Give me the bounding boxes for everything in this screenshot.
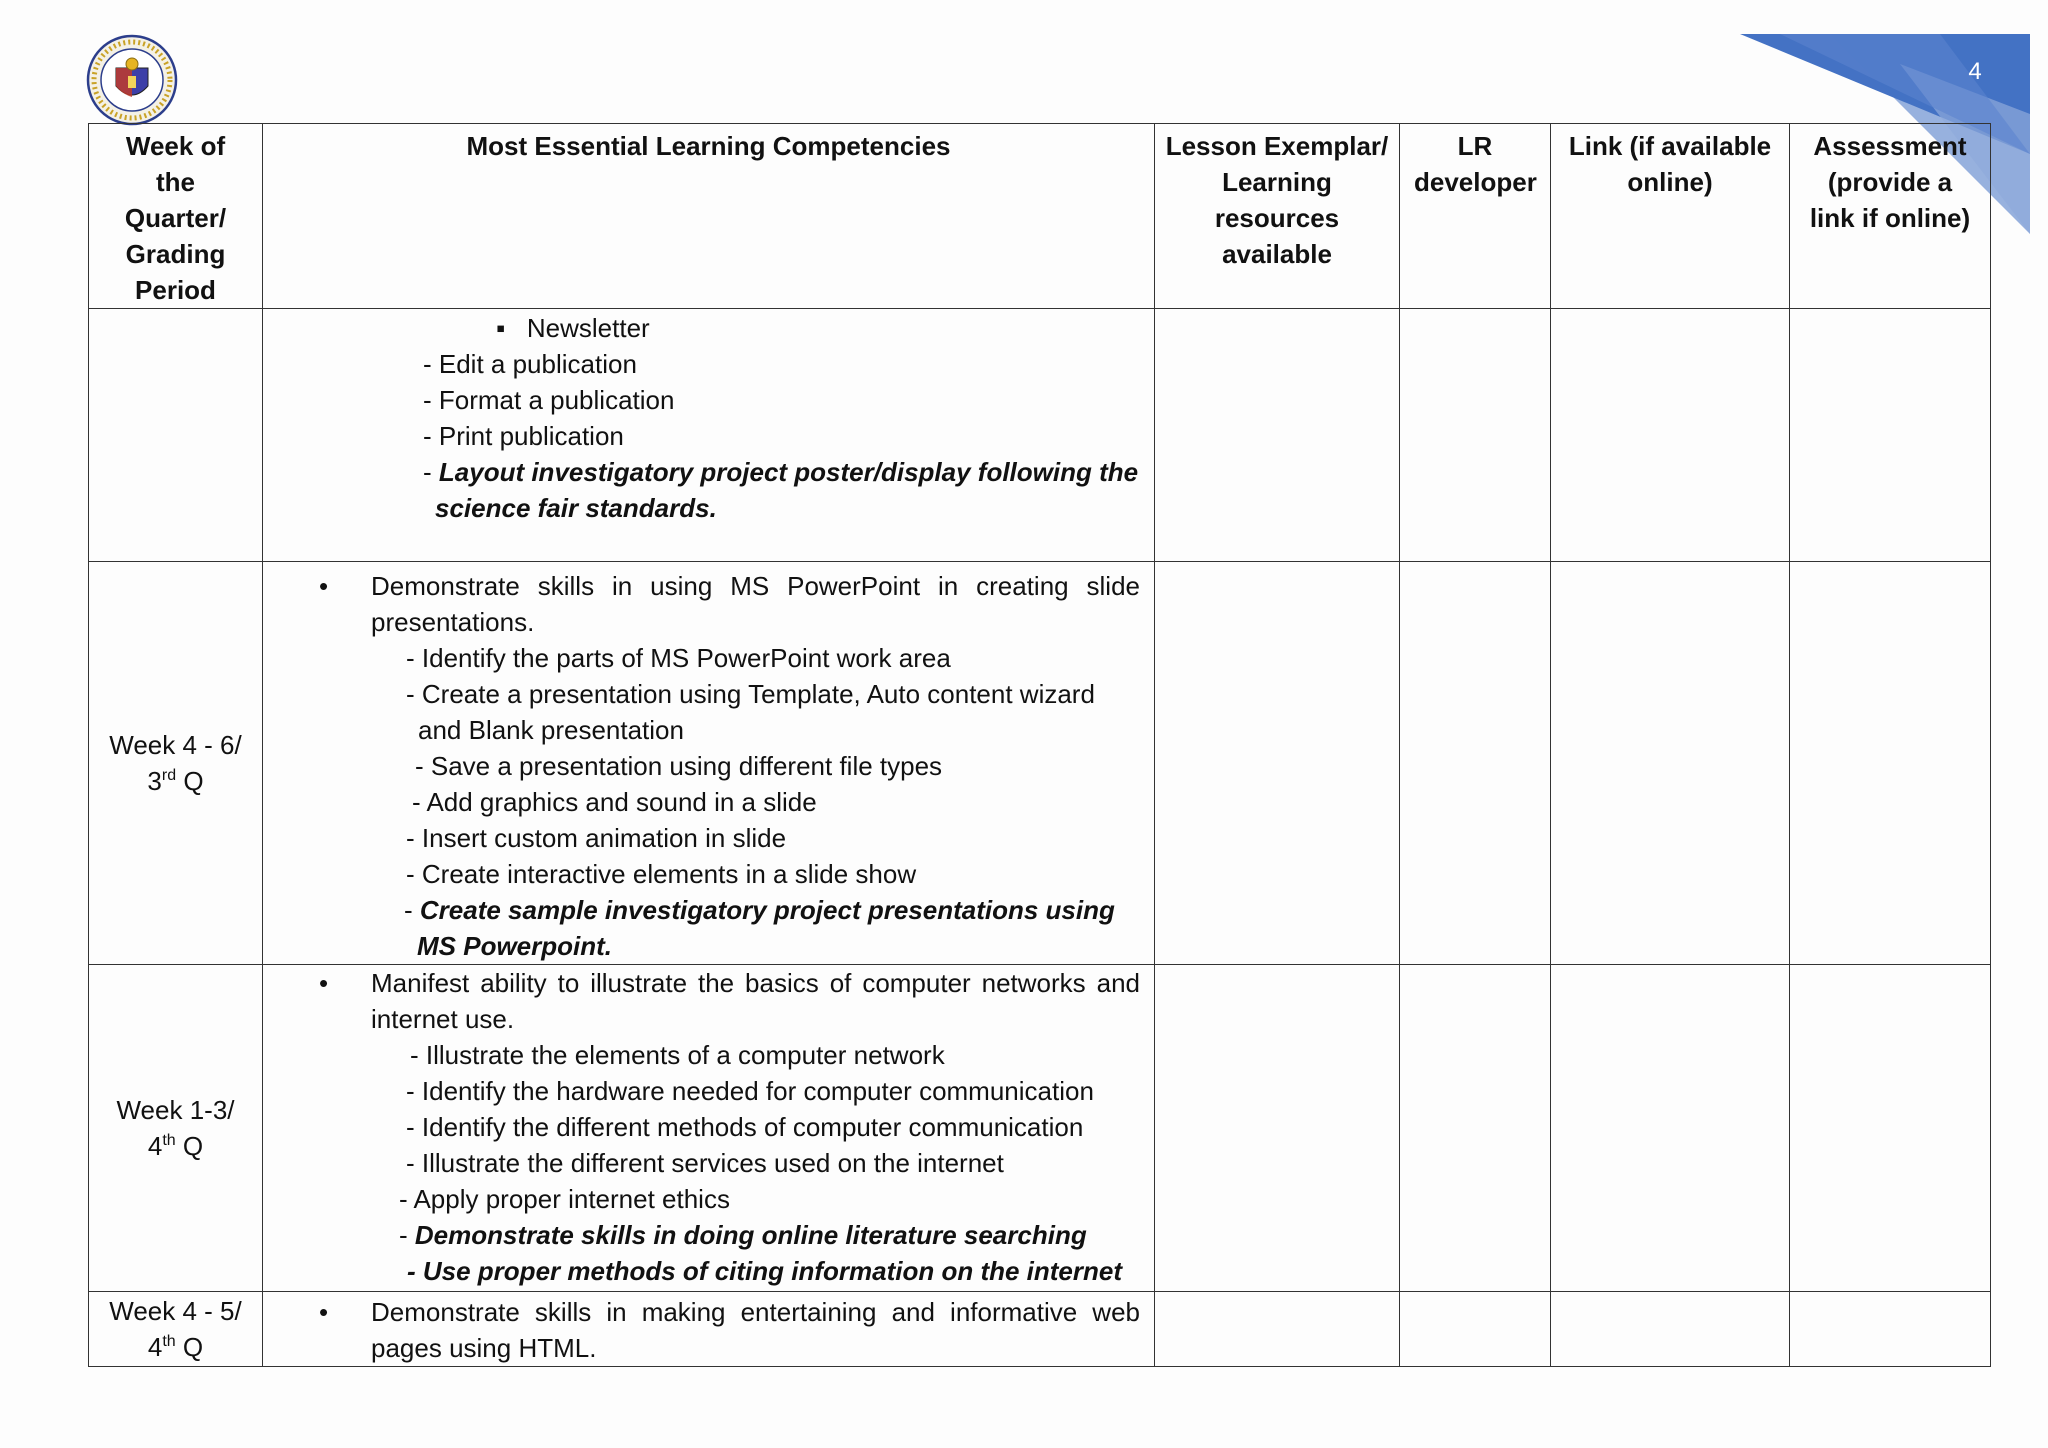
list-item: science fair standards. <box>435 493 717 523</box>
list-item: - Add graphics and sound in a slide <box>412 787 817 817</box>
list-item: - Demonstrate skills in doing online literature searching <box>399 1220 1087 1250</box>
week-cell <box>89 309 263 562</box>
assessment-cell <box>1790 309 1991 562</box>
link-cell <box>1551 965 1790 1292</box>
deped-seal-logo <box>86 34 178 126</box>
lr-developer-cell <box>1400 1292 1551 1367</box>
list-item: - Illustrate the different services used on the internet <box>406 1148 1004 1178</box>
competency-cell <box>263 1292 1155 1367</box>
list-item: - Edit a publication <box>423 349 637 379</box>
table-row <box>89 309 1991 562</box>
list-item: - Identify the hardware needed for computer communication <box>406 1076 1094 1106</box>
list-item: ▪ Newsletter <box>496 313 650 343</box>
link-cell <box>1551 1292 1790 1367</box>
page-number: 4 <box>1968 58 1982 85</box>
table-row <box>89 965 1991 1292</box>
list-item: - Insert custom animation in slide <box>406 823 787 853</box>
list-item: MS Powerpoint. <box>417 931 612 961</box>
list-item: - Save a presentation using different file types <box>415 751 943 781</box>
assessment-cell <box>1790 965 1991 1292</box>
table-header-row <box>89 124 1991 309</box>
link-cell <box>1551 562 1790 965</box>
link-cell <box>1551 309 1790 562</box>
list-item: and Blank presentation <box>418 715 684 745</box>
header-lesson: Lesson Exemplar/ Learning resources available <box>1155 124 1400 309</box>
list-item: • Demonstrate skills in making entertaining and informative web pages using HTML. <box>319 1294 1140 1366</box>
competency-cell <box>263 309 1155 562</box>
list-item: - Illustrate the elements of a computer network <box>410 1040 945 1070</box>
bullet-icon: • <box>319 968 329 998</box>
list-item: - Print publication <box>423 421 624 451</box>
melc-table <box>88 123 1991 1367</box>
header-week: Week of the Quarter/ Grading Period <box>89 124 263 309</box>
lr-developer-cell <box>1400 309 1551 562</box>
bullet-icon: • <box>319 1297 329 1327</box>
list-item: • Demonstrate skills in using MS PowerPoint in creating slide presentations. <box>319 568 1140 640</box>
competency-cell <box>263 965 1155 1292</box>
week-cell: Week 1-3/ 4th Q <box>89 965 263 1292</box>
bullet-icon: • <box>319 571 329 601</box>
list-item: • Manifest ability to illustrate the basics of computer networks and internet use. <box>319 965 1140 1037</box>
list-item: - Apply proper internet ethics <box>399 1184 730 1214</box>
list-item: - Layout investigatory project poster/display following the <box>423 457 1139 487</box>
list-item: - Create a presentation using Template, Auto content wizard <box>406 679 1095 709</box>
assessment-cell <box>1790 562 1991 965</box>
list-item: - Create sample investigatory project presentations using <box>404 895 1115 925</box>
week-cell: Week 4 - 6/ 3rd Q <box>89 562 263 965</box>
list-item: - Format a publication <box>423 385 675 415</box>
lr-developer-cell <box>1400 562 1551 965</box>
header-assessment: Assessment (provide a link if online) <box>1790 124 1991 309</box>
assessment-cell <box>1790 1292 1991 1367</box>
header-melc: Most Essential Learning Competencies <box>263 124 1155 309</box>
competency-cell <box>263 562 1155 965</box>
list-item: - Use proper methods of citing information on the internet <box>407 1256 1123 1286</box>
week-cell: Week 4 - 5/ 4th Q <box>89 1292 263 1367</box>
table-row <box>89 562 1991 965</box>
list-item: - Identify the different methods of computer communication <box>406 1112 1084 1142</box>
list-item: - Identify the parts of MS PowerPoint work area <box>406 643 951 673</box>
lesson-cell <box>1155 1292 1400 1367</box>
square-bullet-icon: ▪ <box>496 313 506 343</box>
header-lr-developer: LR developer <box>1400 124 1551 309</box>
header-link: Link (if available online) <box>1551 124 1790 309</box>
table-row <box>89 1292 1991 1367</box>
lr-developer-cell <box>1400 965 1551 1292</box>
list-item: - Create interactive elements in a slide show <box>406 859 917 889</box>
